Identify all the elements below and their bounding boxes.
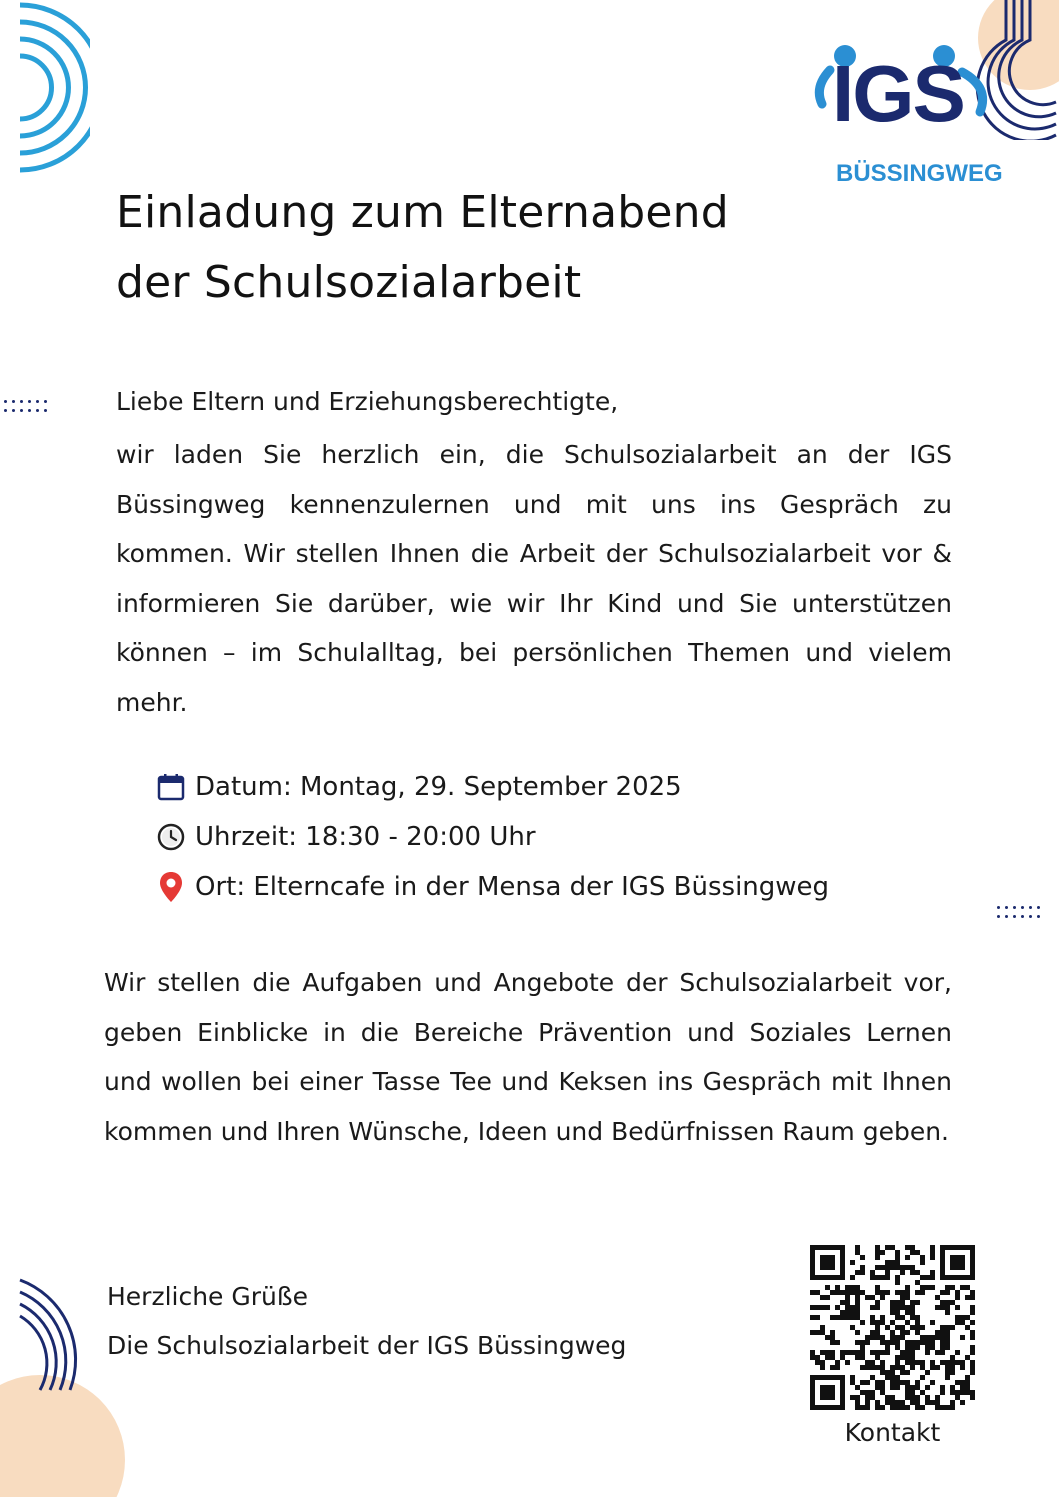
detail-place xyxy=(156,862,829,912)
page-title xyxy=(116,178,729,318)
detail-date xyxy=(156,762,829,812)
decorative-arcs-bottom-left xyxy=(0,1270,130,1497)
location-pin-icon xyxy=(156,871,186,903)
greeting: Liebe Eltern und Erziehungsberechtigte, xyxy=(116,387,619,416)
date-text: Datum: Montag, 29. September 2025 xyxy=(195,772,682,802)
closing-line-1: Herzliche Grüße xyxy=(107,1282,309,1311)
clock-icon xyxy=(156,821,186,853)
logo-wordmark: IGS xyxy=(832,49,964,138)
intro-paragraph: wir laden Sie herzlich ein, die Schulsozialarbeit an der IGS Büssingweg kennenzulernen und mit uns ins Gespräch zu kommen. Wir stellen Ihnen die Arbeit der Schulsozialarbeit vor & informieren Sie darüber, wie wir Ihr Kind und Sie unterstützen können – im Schulalltag, bei persönlichen Themen und vielem mehr. xyxy=(116,440,952,717)
calendar-icon xyxy=(156,771,186,803)
time-text: Uhrzeit: 18:30 - 20:00 Uhr xyxy=(195,822,536,852)
closing-line-2: Die Schulsozialarbeit der IGS Büssingweg xyxy=(107,1331,627,1360)
decorative-dots-left xyxy=(4,400,52,418)
title-line-1: Einladung zum Elternabend xyxy=(116,187,729,238)
decorative-arcs-top-left xyxy=(0,0,90,180)
logo-subtitle: BÜSSINGWEG xyxy=(836,160,1003,187)
qr-code[interactable] xyxy=(810,1245,975,1410)
title-line-2: der Schulsozialarbeit xyxy=(116,257,582,308)
decorative-dots-right xyxy=(997,906,1045,924)
detail-time xyxy=(156,812,829,862)
qr-label: Kontakt xyxy=(844,1418,941,1447)
closing xyxy=(107,1272,626,1370)
event-details xyxy=(156,762,829,912)
place-text: Ort: Elterncafe in der Mensa der IGS Büssingweg xyxy=(195,872,830,902)
description-paragraph: Wir stellen die Aufgaben und Angebote der Schulsozialarbeit vor, geben Einblicke in die Bereiche Prävention und Soziales Lernen und wollen bei einer Tasse Tee und Keksen ins Gespräch mit Ihnen kommen und Ihren Wünsche, Ideen und Bedürfnissen Raum geben. xyxy=(104,968,952,1146)
